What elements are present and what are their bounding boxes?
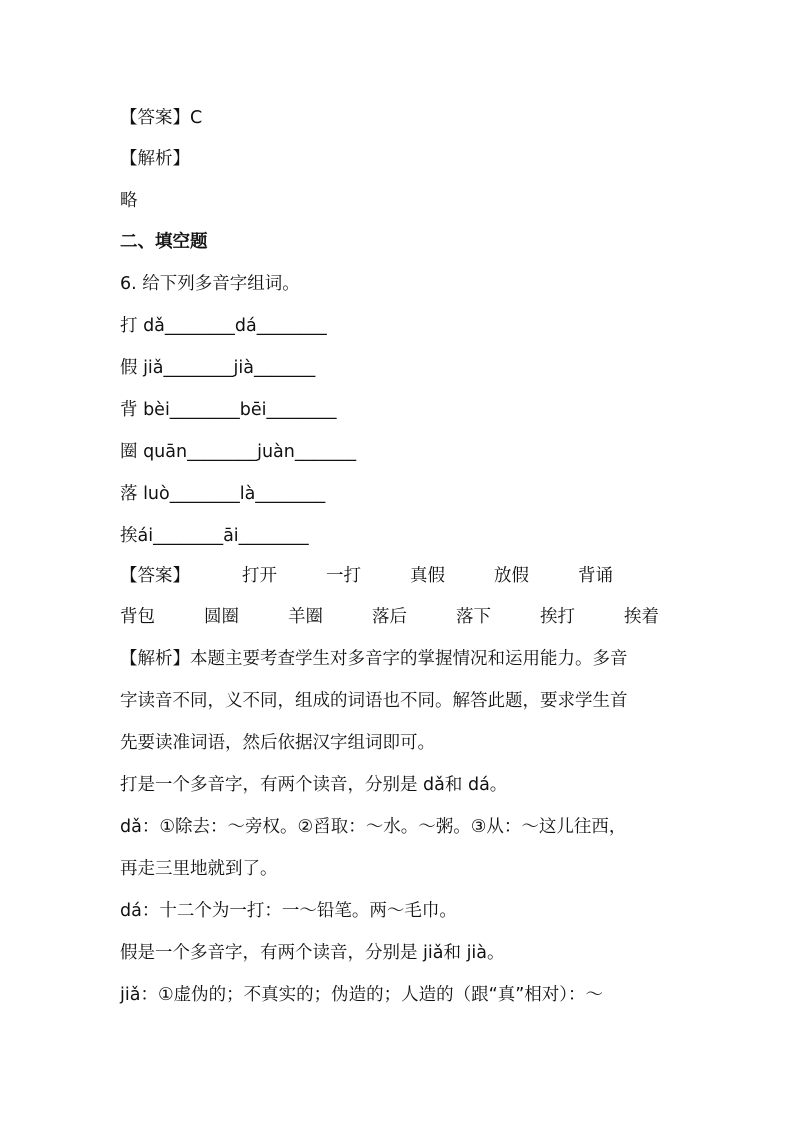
section-heading: 二、填空题 xyxy=(120,232,208,252)
answer-word: 挨打 xyxy=(540,607,575,627)
analysis-line: 假是一个多音字，有两个读音，分别是 jiǎ和 jià。 xyxy=(120,943,505,963)
analysis-line: 打是一个多音字，有两个读音，分别是 dǎ和 dá。 xyxy=(120,775,508,795)
analysis-1-label: 【解析】 xyxy=(120,149,190,169)
answer-2-row-2 xyxy=(120,605,680,629)
answer-word: 放假 xyxy=(494,566,529,586)
answer-word: 一打 xyxy=(326,566,361,586)
analysis-line: 字读音不同，义不同，组成的词语也不同。解答此题，要求学生首 xyxy=(120,691,628,711)
answer-1: 【答案】C xyxy=(120,108,203,128)
answer-word: 圆圈 xyxy=(204,607,239,627)
answer-word: 落下 xyxy=(456,607,491,627)
answer-word: 落后 xyxy=(372,607,407,627)
answer-2-row-1 xyxy=(120,564,680,588)
analysis-line: jiǎ：①虚伪的；不真实的；伪造的；人造的（跟“真”相对）：～ xyxy=(120,985,604,1005)
item-line: 圈 quān________juàn_______ xyxy=(120,442,357,462)
answer-word: 打开 xyxy=(242,566,277,586)
analysis-1-text: 略 xyxy=(120,191,138,211)
item-line: 挨ái________āi________ xyxy=(120,526,309,546)
answer-2-label: 【答案】 xyxy=(120,566,190,586)
answer-word: 背诵 xyxy=(578,566,613,586)
answer-word: 羊圈 xyxy=(288,607,323,627)
analysis-line: 再走三里地就到了。 xyxy=(120,859,278,879)
analysis-line: dá：十二个为一打：一～铅笔。两～毛巾。 xyxy=(120,901,457,921)
answer-word: 真假 xyxy=(410,566,445,586)
analysis-line: dǎ：①除去：～旁权。②舀取：～水。～粥。③从：～这儿往西， xyxy=(120,817,627,837)
analysis-line: 先要读准词语，然后依据汉字组词即可。 xyxy=(120,733,435,753)
item-line: 假 jiǎ________jià_______ xyxy=(120,358,316,378)
item-line: 落 luò________là________ xyxy=(120,484,326,504)
item-line: 背 bèi________bēi________ xyxy=(120,400,337,420)
answer-word: 挨着 xyxy=(624,607,659,627)
answer-word: 背包 xyxy=(120,607,155,627)
item-line: 打 dǎ________dá________ xyxy=(120,316,327,336)
analysis-line: 【解析】本题主要考查学生对多音字的掌握情况和运用能力。多音 xyxy=(120,649,628,669)
question-6: 6. 给下列多音字组词。 xyxy=(120,274,300,294)
